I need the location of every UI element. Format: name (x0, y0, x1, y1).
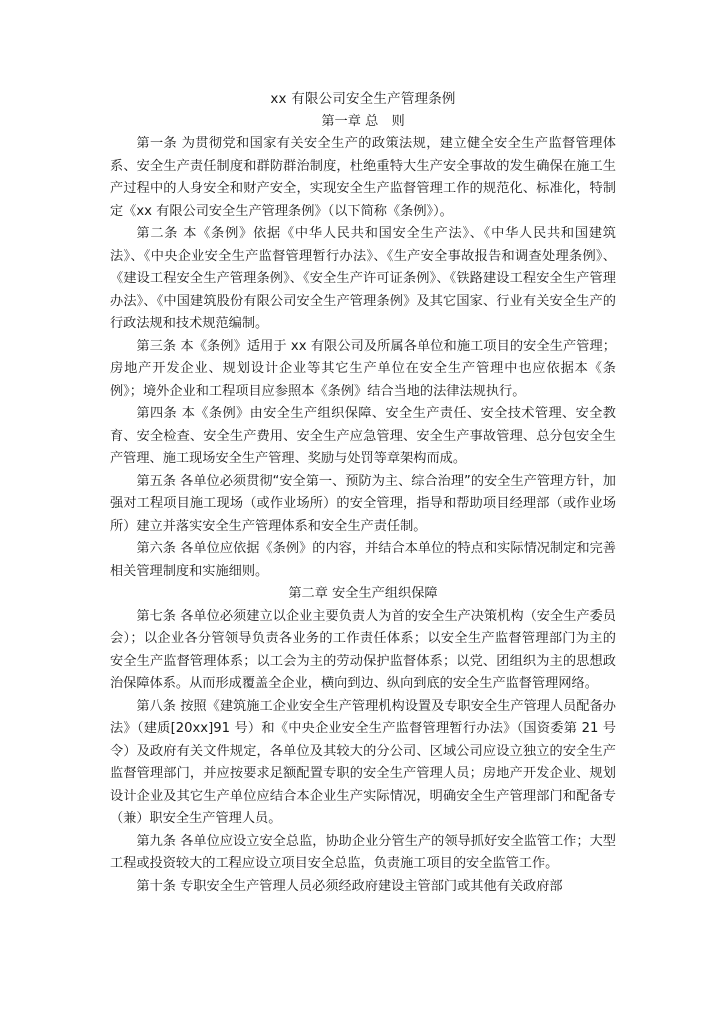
article-paragraph: 第八条 按照《建筑施工企业安全生产管理机构设置及专职安全生产管理人员配备办法》（建质[20xx]91 号）和《中央企业安全生产监督管理暂行办法》（国资委第 21 号令）及政府有关文件规定，各单位及其较大的分公司、区域公司应设立独立的安全生产监督管理部门，并应按要求足额配置专职的安全生产管理人员；房地产开发企业、规划设计企业及其它生产单位应结合本企业生产实际情况，明确安全生产管理部门和配备专（兼）职安全生产管理人员。 (110, 698, 616, 826)
article-paragraph: 第七条 各单位必须建立以企业主要负责人为首的安全生产决策机构（安全生产委员会）；以企业各分管领导负责各业务的工作责任体系；以安全生产监督管理部门为主的安全生产监督管理体系；以工会为主的劳动保护监督体系；以党、团组织为主的思想政治保障体系。从而形成覆盖全企业，横向到边、纵向到底的安全生产监督管理网络。 (110, 608, 616, 691)
article-paragraph: 第六条 各单位应依据《条例》的内容，并结合本单位的特点和实际情况制定和完善相关管理制度和实施细则。 (110, 541, 616, 579)
article-paragraph: 第五条 各单位必须贯彻“安全第一、预防为主、综合治理”的安全生产管理方针，加强对工程项目施工现场（或作业场所）的安全管理，指导和帮助项目经理部（或作业场所）建立并落实安全生产管理体系和安全生产责任制。 (110, 473, 616, 534)
article-paragraph: 第九条 各单位应设立安全总监，协助企业分管生产的领导抓好安全监管工作；大型工程或投资较大的工程应设立项目安全总监，负责施工项目的安全监管工作。 (110, 833, 616, 871)
article-paragraph: 第一条 为贯彻党和国家有关安全生产的政策法规，建立健全安全生产监督管理体系、安全生产责任制度和群防群治制度，杜绝重特大生产安全事故的发生确保在施工生产过程中的人身安全和财产安全，实现安全生产监督管理工作的规范化、标准化，特制定《xx 有限公司安全生产管理条例》（以下简称《条例》）。 (110, 136, 616, 219)
article-paragraph: 第三条 本《条例》适用于 xx 有限公司及所属各单位和施工项目的安全生产管理；房地产开发企业、规划设计企业等其它生产单位在安全生产管理中也应依据本《条例》；境外企业和工程项目应参照本《条例》结合当地的法律法规执行。 (110, 338, 616, 399)
article-paragraph: 第二条 本《条例》依据《中华人民共和国安全生产法》、《中华人民共和国建筑法》、《中央企业安全生产监督管理暂行办法》、《生产安全事故报告和调查处理条例》、《建设工程安全生产管理条例》、《安全生产许可证条例》、《铁路建设工程安全生产管理办法》、《中国建筑股份有限公司安全生产管理条例》及其它国家、行业有关安全生产的行政法规和技术规范编制。 (110, 226, 616, 331)
chapter-heading: 第一章 总 则 (321, 113, 405, 129)
chapter-heading: 第二章 安全生产组织保障 (288, 586, 438, 601)
article-paragraph: 第四条 本《条例》由安全生产组织保障、安全生产责任、安全技术管理、安全教育、安全检查、安全生产费用、安全生产应急管理、安全生产事故管理、总分包安全生产管理、施工现场安全生产管理、奖励与处罚等章架构而成。 (110, 406, 616, 466)
document-page (110, 88, 616, 898)
document-title: xx 有限公司安全生产管理条例 (270, 91, 456, 107)
article-paragraph: 第十条 专职安全生产管理人员必须经政府建设主管部门或其他有关政府部 (136, 878, 563, 894)
